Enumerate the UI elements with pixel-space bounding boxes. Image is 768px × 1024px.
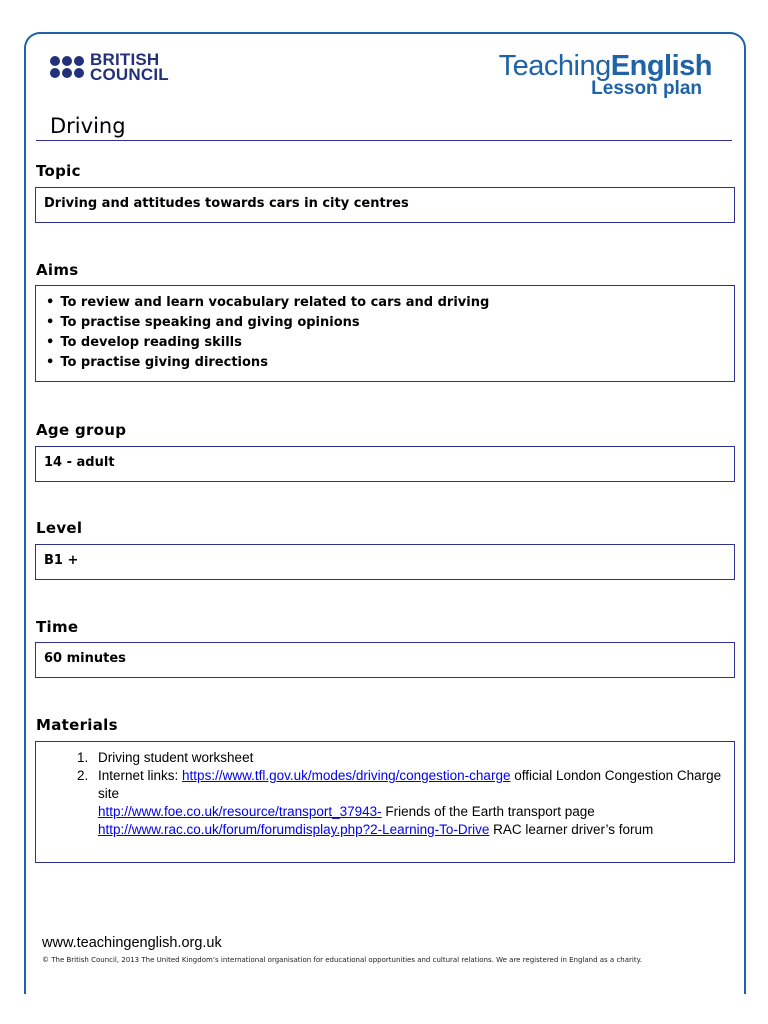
- aims-item: • To practise speaking and giving opinions: [44, 313, 726, 333]
- aims-box: [35, 285, 735, 382]
- brand-light: Teaching: [498, 50, 611, 82]
- level-box: [35, 544, 735, 580]
- tfl-congestion-link[interactable]: https://www.tfl.gov.uk/modes/driving/congestion-charge: [182, 768, 511, 783]
- level-label: Level: [36, 519, 83, 537]
- rac-forum-link[interactable]: http://www.rac.co.uk/forum/forumdisplay.php?2-Learning-To-Drive: [98, 822, 490, 837]
- brand-subtitle: Lesson plan: [591, 78, 702, 99]
- age-group-label: Age group: [36, 421, 127, 439]
- foe-link-description: Friends of the Earth transport page: [381, 804, 595, 819]
- internet-links-prefix: Internet links:: [98, 768, 183, 783]
- footer-website[interactable]: www.teachingenglish.org.uk: [42, 935, 222, 951]
- footer-copyright: © The British Council, 2013 The United Kingdom’s international organisation for educational opportunities and cultural relations. We are registered in England as a charity.: [42, 956, 642, 964]
- topic-box: [35, 187, 735, 223]
- aims-item: • To review and learn vocabulary related to cars and driving: [44, 293, 726, 313]
- logo-line1: BRITISH: [90, 50, 160, 69]
- title-divider: [36, 140, 732, 141]
- logo-dots-icon: [50, 56, 84, 78]
- topic-label: Topic: [36, 162, 81, 180]
- topic-value: Driving and attitudes towards cars in city centres: [44, 196, 409, 211]
- brand-bold: English: [610, 50, 712, 82]
- age-group-value: 14 - adult: [44, 455, 115, 470]
- age-group-box: [35, 446, 735, 482]
- tfl-link-description: official London Congestion Charge site: [98, 768, 722, 801]
- time-value: 60 minutes: [44, 651, 126, 666]
- time-label: Time: [36, 618, 79, 636]
- materials-item1-text: Driving student worksheet: [98, 750, 254, 765]
- materials-item: [92, 767, 726, 839]
- aims-item: • To develop reading skills: [44, 333, 726, 353]
- teachingenglish-brand: [499, 50, 712, 98]
- foe-transport-link[interactable]: http://www.foe.co.uk/resource/transport_37943-: [98, 804, 382, 819]
- level-value: B1 +: [44, 553, 79, 568]
- aims-item: • To practise giving directions: [44, 353, 726, 373]
- logo-line2: COUNCIL: [90, 65, 169, 84]
- materials-box: [35, 741, 735, 863]
- rac-link-description: RAC learner driver’s forum: [489, 822, 654, 837]
- time-box: [35, 642, 735, 678]
- page-title: Driving: [50, 114, 126, 138]
- aims-label: Aims: [36, 261, 79, 279]
- materials-item: [92, 749, 726, 767]
- british-council-logo: [50, 52, 169, 82]
- materials-label: Materials: [36, 716, 118, 734]
